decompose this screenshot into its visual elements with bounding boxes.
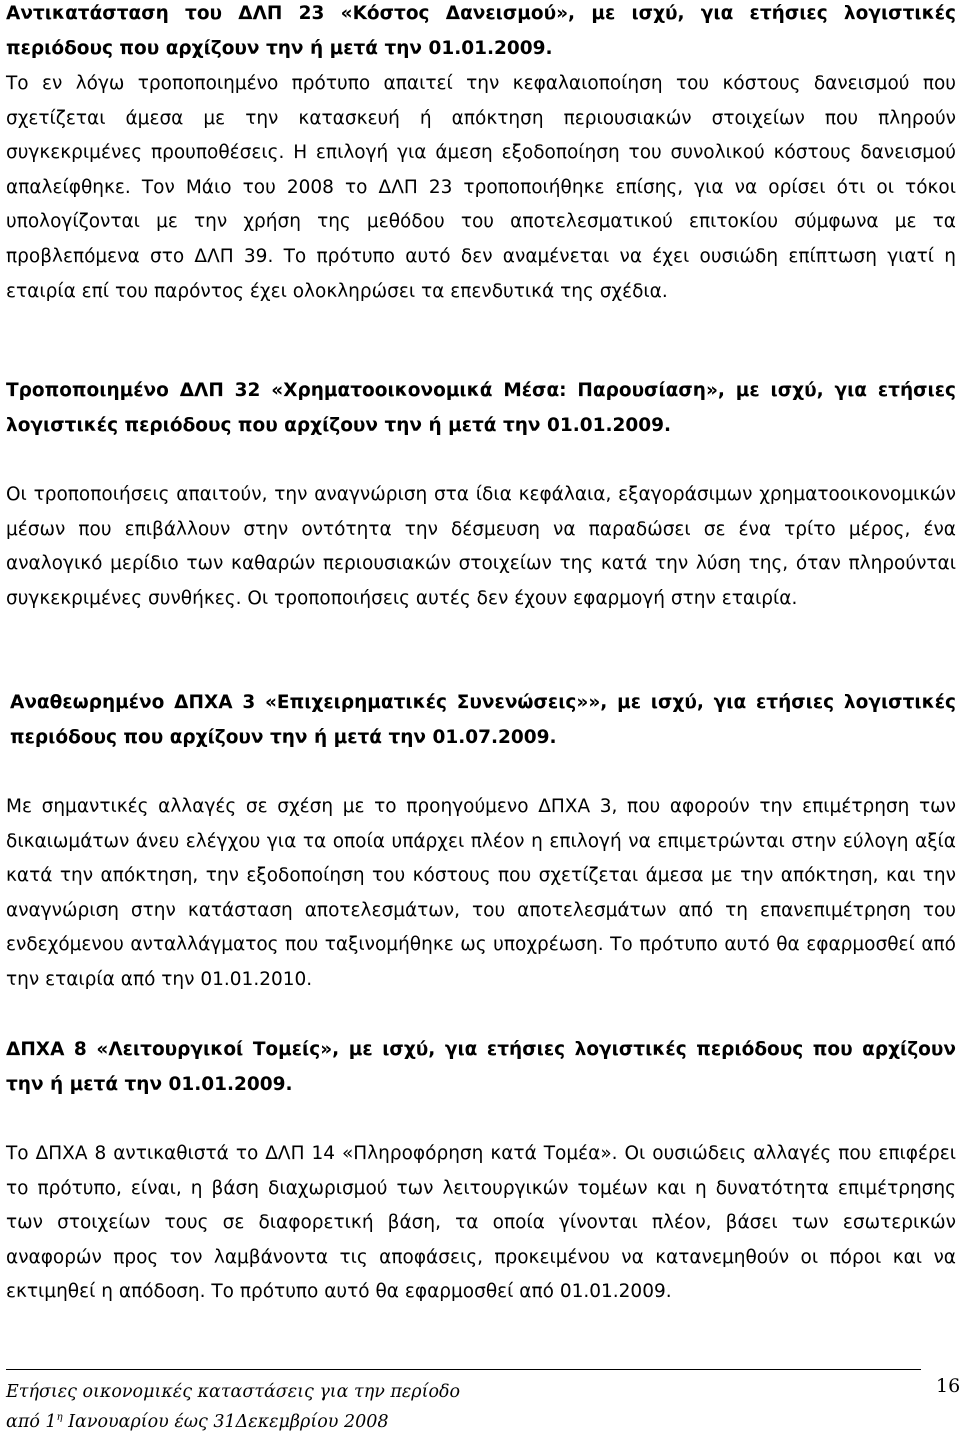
footer-divider (6, 1369, 921, 1370)
section-body-ifrs8: Το ΔΠΧΑ 8 αντικαθιστά το ΔΛΠ 14 «Πληροφόρηση κατά Τομέα». Οι ουσιώδεις αλλαγές που επιφέρει το πρότυπο, είναι, η βάση διαχωρισμού των λειτουργικών τομέων και η δυνατότητα επιμέτρησης των στοιχείων τους σε διαφορετική βάση, τα οποία γίνονται πλέον, βάσει των εσωτερικών αναφορών προς τον λαμβάνοντα τις αποφάσεις, προκειμένου να κατανεμηθούν οι πόροι και να εκτιμηθεί η απόδοση. Το πρότυπο αυτό θα εφαρμοσθεί από 01.01.2009. (6, 1143, 956, 1303)
footer-period-start: από 1 (6, 1412, 57, 1432)
section-heading-ifrs3: Αναθεωρημένο ΔΠΧΑ 3 «Επιχειρηματικές Συνενώσεις»», με ισχύ, για ετήσιες λογιστικές περιόδους που αρχίζουν την ή μετά την 01.07.2009. (10, 692, 956, 748)
section-heading-ias23: Αντικατάσταση του ΔΛΠ 23 «Κόστος Δανεισμού», με ισχύ, για ετήσιες λογιστικές περιόδους που αρχίζουν την ή μετά την 01.01.2009. (6, 3, 956, 59)
section-body-ias32: Οι τροποποιήσεις απαιτούν, την αναγνώριση στα ίδια κεφάλαια, εξαγοράσιμων χρηματοοικονομικών μέσων που επιβάλλουν στην οντότητα την δέσμευση να παραδώσει σε ένα τρίτο μέρος, ένα αναλογικό μερίδιο των καθαρών περιουσιακών στοιχείων της κατά την λύση της, όταν πληρούνται συγκεκριμένες συνθήκες. Οι τροποποιήσεις αυτές δεν έχουν εφαρμογή στην εταιρία. (6, 484, 956, 609)
footer-ordinal-superscript: η (56, 1412, 63, 1424)
section-body-ifrs3: Με σημαντικές αλλαγές σε σχέση με το προηγούμενο ΔΠΧΑ 3, που αφορούν την επιμέτρηση των δικαιωμάτων άνευ ελέγχου για τα οποία υπάρχει πλέον η επιλογή να επιμετρώνται στην εύλογη αξία κατά την απόκτηση, την εξοδοποίηση του κόστους που σχετίζεται άμεσα με την απόκτηση, και την αναγνώριση στην κατάσταση αποτελεσμάτων, του αποτελεσμάτων από τη επανεπιμέτρηση του ενδεχόμενου ανταλλάγματος που ταξινομήθηκε ως υποχρέωση. Το πρότυπο αυτό θα εφαρμοσθεί από την εταιρία από την 01.01.2010. (6, 796, 956, 990)
section-heading-ifrs8: ΔΠΧΑ 8 «Λειτουργικοί Τομείς», με ισχύ, για ετήσιες λογιστικές περιόδους που αρχίζουν την ή μετά την 01.01.2009. (6, 1039, 956, 1095)
footer-period-line (6, 1412, 388, 1432)
section-body-ias23: Το εν λόγω τροποποιημένο πρότυπο απαιτεί την κεφαλαιοποίηση του κόστους δανεισμού που σχετίζεται άμεσα με την κατασκευή ή απόκτηση περιουσιακών στοιχείων που πληρούν συγκεκριμένες προυποθέσεις. Η επιλογή για άμεση εξοδοποίηση του συνολικού κόστους δανεισμού απαλείφθηκε. Τον Μάιο του 2008 το ΔΛΠ 23 τροποποιήθηκε επίσης, για να ορίσει ότι οι τόκοι υπολογίζονται με την χρήση της μεθόδου του αποτελεσματικού επιτοκίου σύμφωνα με τα προβλεπόμενα στο ΔΛΠ 39. Το πρότυπο αυτό δεν αναμένεται να έχει ουσιώδη επίπτωση γιατί η εταιρία επί του παρόντος έχει ολοκληρώσει τα επενδυτικά της σχέδια. (6, 73, 956, 302)
footer-title-line: Ετήσιες οικονομικές καταστάσεις για την περίοδο (6, 1382, 461, 1402)
footer-period-end: Ιανουαρίου έως 31Δεκεμβρίου 2008 (62, 1412, 389, 1432)
section-heading-ias32: Τροποποιημένο ΔΛΠ 32 «Χρηματοοικονομικά Μέσα: Παρουσίαση», με ισχύ, για ετήσιες λογιστικές περιόδους που αρχίζουν την ή μετά την 01.01.2009. (6, 380, 956, 436)
page-number: 16 (936, 1375, 960, 1397)
